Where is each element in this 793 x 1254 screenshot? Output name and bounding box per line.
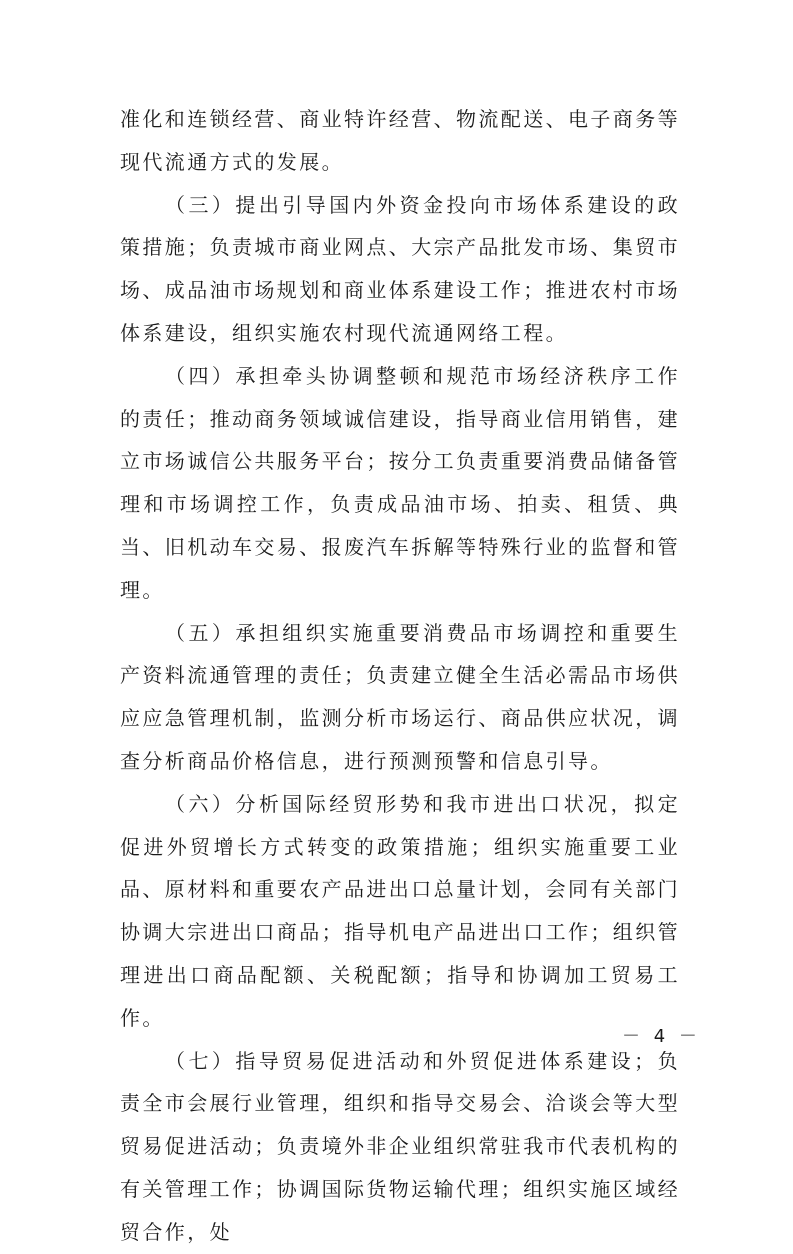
document-body (120, 98, 680, 1254)
paragraph-item-3: （三）提出引导国内外资金投向市场体系建设的政策措施；负责城市商业网点、大宗产品批发市场、集贸市场、成品油市场规划和商业体系建设工作；推进农村市场体系建设，组织实施农村现代流通网络工程。 (120, 192, 680, 345)
paragraph-item-4: （四）承担牵头协调整顿和规范市场经济秩序工作的责任；推动商务领域诚信建设，指导商业信用销售，建立市场诚信公共服务平台；按分工负责重要消费品储备管理和市场调控工作，负责成品油市场、拍卖、租赁、典当、旧机动车交易、报废汽车拆解等特殊行业的监督和管理。 (120, 363, 680, 602)
paragraph-item-7: （七）指导贸易促进活动和外贸促进体系建设；负责全市会展行业管理，组织和指导交易会、洽谈会等大型贸易促进活动；负责境外非企业组织常驻我市代表机构的有关管理工作；协调国际货物运输代理；组织实施区域经贸合作，处 (120, 1048, 680, 1244)
paragraph-item-5: （五）承担组织实施重要消费品市场调控和重要生产资料流通管理的责任；负责建立健全生活必需品市场供应应急管理机制，监测分析市场运行、商品供应状况，调查分析商品价格信息，进行预测预警和信息引导。 (120, 620, 680, 773)
page-number: － 4 － (622, 1026, 701, 1047)
paragraph-continuation: 准化和连锁经营、商业特许经营、物流配送、电子商务等现代流通方式的发展。 (120, 107, 680, 174)
paragraph-item-6: （六）分析国际经贸形势和我市进出口状况，拟定促进外贸增长方式转变的政策措施；组织实施重要工业品、原材料和重要农产品进出口总量计划，会同有关部门协调大宗进出口商品；指导机电产品进出口工作；组织管理进出口商品配额、关税配额；指导和协调加工贸易工作。 (120, 791, 680, 1030)
